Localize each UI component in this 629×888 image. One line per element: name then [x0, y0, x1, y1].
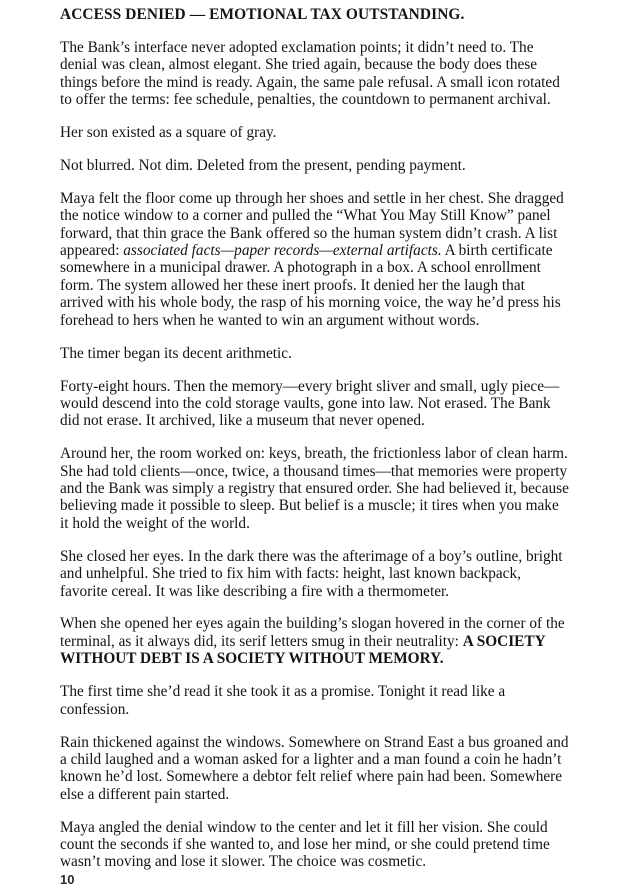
text-run: Forty-eight hours. Then the memory—every bright sliver and small, ugly piece—would descend into the cold storage vaults, gone into law. Not erased. The Bank did not erase. It archived, like a museum that never opened. — [60, 377, 560, 430]
text-run: The Bank’s interface never adopted exclamation points; it didn’t need to. The denial was clean, almost elegant. She tried again, because the body does these things before the mind is ready. Again, the same pale refusal. A small icon rotated to offer the terms: fee schedule, penalties, the countdown to permanent archival. — [60, 38, 560, 109]
paragraph — [60, 615, 571, 667]
text-run: She closed her eyes. In the dark there was the afterimage of a boy’s outline, bright and unhelpful. She tried to fix him with facts: height, last known backpack, favorite cereal. It was like describing a fire with a thermometer. — [60, 547, 563, 600]
paragraph — [60, 683, 571, 718]
text-run: The timer began its decent arithmetic. — [60, 344, 292, 362]
text-run: Maya felt the floor come up through her shoes and settle in her chest. She dragged the notice window to a corner and pulled the “What You May Still Know” panel forward, that thin grace the Bank offered so the human system didn’t crash. A list appeared: — [60, 189, 564, 260]
paragraph — [60, 39, 571, 109]
paragraph — [60, 445, 571, 532]
page-number: 10 — [60, 871, 75, 887]
paragraph — [60, 378, 571, 430]
paragraph — [60, 734, 571, 804]
text-run: associated facts—paper records—external artifacts. — [123, 242, 442, 260]
text-run: Around her, the room worked on: keys, breath, the frictionless labor of clean harm. She had told clients—once, twice, a thousand times—that memories were property and the Bank was simply a registry that ensured order. She had believed it, because believing made it possible to sleep. But belief is a muscle; it tires when you make it hold the weight of the world. — [60, 445, 569, 532]
paragraph — [60, 345, 571, 362]
paragraph — [60, 190, 571, 329]
text-run: Not blurred. Not dim. Deleted from the present, pending payment. — [60, 156, 466, 174]
text-run: Her son existed as a square of gray. — [60, 124, 277, 142]
text-run: Maya angled the denial window to the center and let it fill her vision. She could count the seconds if she wanted to, and lose her mind, or she could pretend time wasn’t moving and lose it slower. The choice was cosmetic. — [60, 818, 550, 871]
paragraph — [60, 548, 571, 600]
text-run: A SOCIETY WITHOUT DEBT IS A SOCIETY WITHOUT MEMORY. — [60, 632, 546, 668]
text-run: When she opened her eyes again the building’s slogan hovered in the corner of the terminal, as it always did, its serif letters smug in their neutrality: — [60, 615, 565, 650]
paragraph — [60, 157, 571, 174]
chapter-heading: ACCESS DENIED — EMOTIONAL TAX OUTSTANDING. — [60, 6, 465, 23]
paragraph — [60, 124, 571, 141]
text-run: A birth certificate somewhere in a municipal drawer. A photograph in a box. A school enrollment form. The system allowed her these inert proofs. It denied her the laugh that arrived with his whole body, the rasp of his morning voice, the way he’d press his forehead to hers when he wanted to win an argument without words. — [60, 242, 561, 329]
text-run: Rain thickened against the windows. Somewhere on Strand East a bus groaned and a child laughed and a woman asked for a lighter and a man found a coin he hadn’t known he’d lost. Somewhere a debtor felt relief where pain had been. Somewhere else a different pain started. — [60, 733, 569, 803]
paragraph — [60, 819, 571, 871]
page-body — [60, 39, 571, 871]
text-run: The first time she’d read it she took it as a promise. Tonight it read like a confession. — [60, 683, 506, 718]
